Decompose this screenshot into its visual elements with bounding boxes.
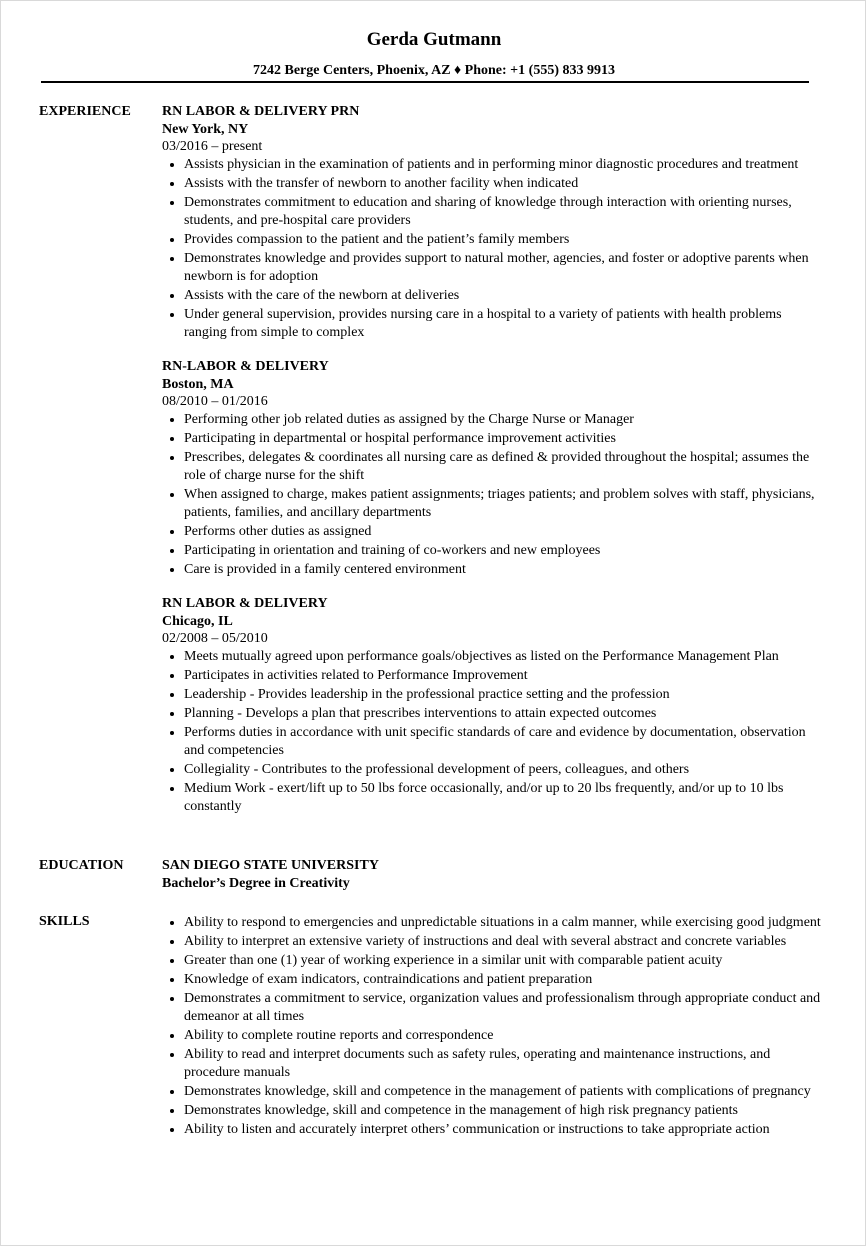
list-item: • Assists with the transfer of newborn to another facility when indicated: [184, 174, 822, 193]
list-item: • Demonstrates commitment to education and sharing of knowledge through interaction with orienting nurses, students, and pre-hospital care providers: [184, 193, 822, 230]
job-entry: [162, 358, 822, 579]
list-item: • Provides compassion to the patient and the patient’s family members: [184, 230, 822, 249]
list-item: • Knowledge of exam indicators, contraindications and patient preparation: [184, 970, 822, 989]
job-location: Chicago, IL: [162, 614, 233, 629]
list-item: • Performing other job related duties as assigned by the Charge Nurse or Manager: [184, 410, 822, 429]
list-item: • Medium Work - exert/lift up to 50 lbs force occasionally, and/or up to 20 lbs frequently, and/or up to 10 lbs constantly: [184, 779, 822, 816]
job-title: RN-LABOR & DELIVERY: [162, 359, 329, 374]
job-title: RN LABOR & DELIVERY: [162, 596, 328, 611]
list-item: • Assists with the care of the newborn at deliveries: [184, 286, 822, 305]
job-entry: [162, 103, 822, 342]
list-item: • Prescribes, delegates & coordinates all nursing care as defined & provided throughout the hospital; assumes the role of charge nurse for the shift: [184, 448, 822, 485]
list-item: • Participating in departmental or hospital performance improvement activities: [184, 429, 822, 448]
list-item: • Meets mutually agreed upon performance goals/objectives as listed on the Performance Management Plan: [184, 647, 822, 666]
job-duties: [162, 647, 822, 816]
list-item: • Ability to complete routine reports and correspondence: [184, 1026, 822, 1045]
contact-line: 7242 Berge Centers, Phoenix, AZ ♦ Phone: +1 (555) 833 9913: [253, 63, 615, 78]
job-dates: 03/2016 – present: [162, 139, 263, 154]
job-location: Boston, MA: [162, 377, 234, 392]
job-duties: [162, 410, 822, 579]
list-item: • Demonstrates knowledge, skill and competence in the management of high risk pregnancy patients: [184, 1101, 822, 1120]
job-dates: 02/2008 – 05/2010: [162, 631, 268, 646]
list-item: • Performs duties in accordance with unit specific standards of care and evidence by documentation, observation and competencies: [184, 723, 822, 760]
list-item: • Assists physician in the examination of patients and in performing minor diagnostic procedures and treatment: [184, 155, 822, 174]
skills-list: [162, 913, 822, 1139]
list-item: • Collegiality - Contributes to the professional development of peers, colleagues, and others: [184, 760, 822, 779]
job-dates: 08/2010 – 01/2016: [162, 394, 268, 409]
job-title: RN LABOR & DELIVERY PRN: [162, 104, 360, 119]
job-duties: [162, 155, 822, 342]
list-item: • Ability to read and interpret documents such as safety rules, operating and maintenance instructions, and procedure manuals: [184, 1045, 822, 1082]
list-item: • Ability to respond to emergencies and unpredictable situations in a calm manner, while exercising good judgment: [184, 913, 822, 932]
list-item: • Greater than one (1) year of working experience in a similar unit with comparable patient acuity: [184, 951, 822, 970]
school-name: SAN DIEGO STATE UNIVERSITY: [162, 858, 379, 873]
skills-body: [162, 913, 822, 1139]
list-item: • Leadership - Provides leadership in the professional practice setting and the profession: [184, 685, 822, 704]
experience-body: [162, 103, 822, 816]
list-item: • Care is provided in a family centered environment: [184, 560, 822, 579]
list-item: • Performs other duties as assigned: [184, 522, 822, 541]
list-item: • Demonstrates knowledge and provides support to natural mother, agencies, and foster or adoptive parents when newborn is for adoption: [184, 249, 822, 286]
degree-name: Bachelor’s Degree in Creativity: [162, 876, 350, 891]
list-item: • Ability to listen and accurately interpret others’ communication or instructions to take appropriate action: [184, 1120, 822, 1139]
education-heading: EDUCATION: [39, 858, 124, 873]
list-item: • Demonstrates knowledge, skill and competence in the management of patients with complications of pregnancy: [184, 1082, 822, 1101]
list-item: • Participating in orientation and training of co-workers and new employees: [184, 541, 822, 560]
list-item: • Under general supervision, provides nursing care in a hospital to a variety of patients with health problems ranging from simple to complex: [184, 305, 822, 342]
experience-heading: EXPERIENCE: [39, 104, 131, 119]
list-item: • Demonstrates a commitment to service, organization values and professionalism through appropriate conduct and demeanor at all times: [184, 989, 822, 1026]
job-location: New York, NY: [162, 122, 249, 137]
candidate-name: Gerda Gutmann: [366, 29, 502, 50]
list-item: • When assigned to charge, makes patient assignments; triages patients; and problem solves with staff, physicians, patients, families, and ancillary departments: [184, 485, 822, 522]
header-divider: [41, 81, 809, 83]
list-item: • Planning - Develops a plan that prescribes interventions to attain expected outcomes: [184, 704, 822, 723]
education-body: [162, 857, 822, 893]
job-entry: [162, 595, 822, 816]
list-item: • Ability to interpret an extensive variety of instructions and deal with several abstract and concrete variables: [184, 932, 822, 951]
skills-heading: SKILLS: [39, 914, 90, 929]
list-item: • Participates in activities related to Performance Improvement: [184, 666, 822, 685]
